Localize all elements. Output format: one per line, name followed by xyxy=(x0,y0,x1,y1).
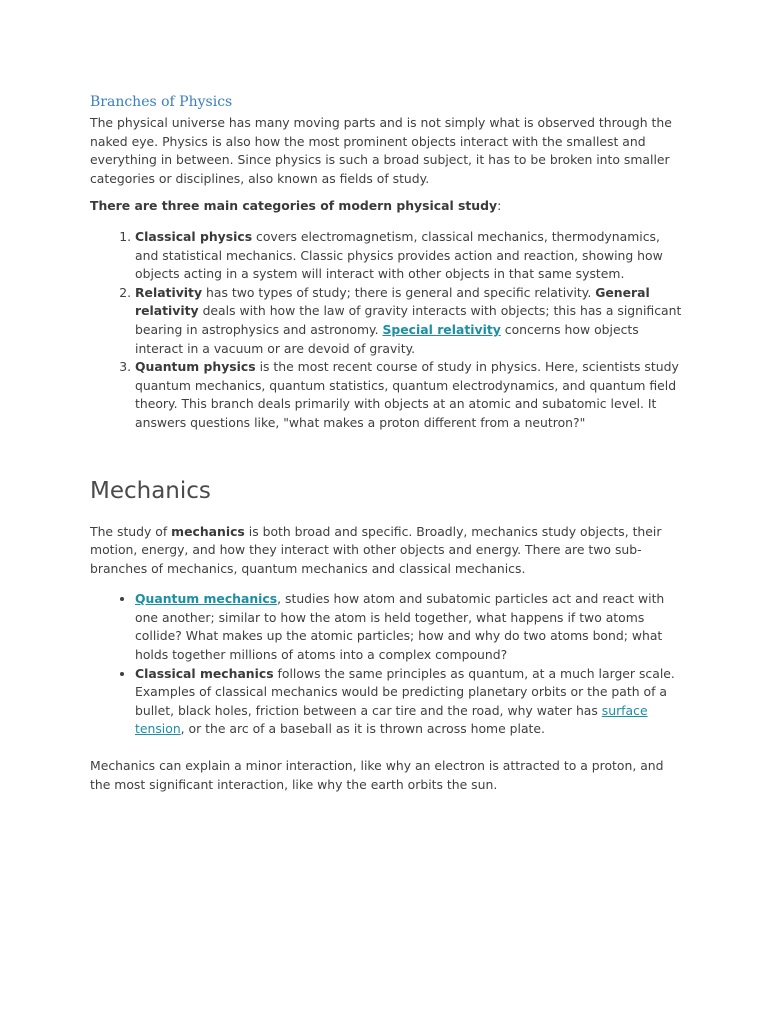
special-relativity-link[interactable]: Special relativity xyxy=(382,321,501,337)
mechanics-heading: Mechanics xyxy=(90,477,211,504)
text-quantum-mechanics: , studies how atom and subatomic particles act and react with one another; similar to how the atom is held together, what happens if two atoms collide? What makes up the atomic particles; how and why do two atoms bond; what holds together millions of atoms into a complex compound? xyxy=(135,591,665,663)
surface-tension-link[interactable]: surface tension xyxy=(135,702,648,737)
list-item-quantum-mechanics xyxy=(135,590,686,664)
quantum-mechanics-link[interactable]: Quantum mechanics xyxy=(135,591,278,607)
categories-lead-bold: There are three main categories of modern physical study xyxy=(90,198,498,214)
term-mechanics: mechanics xyxy=(171,523,245,539)
mechanics-intro-a: The study of xyxy=(90,523,172,539)
mechanics-list xyxy=(90,590,686,739)
term-relativity: Relativity xyxy=(135,284,203,300)
list-item-relativity xyxy=(135,284,686,358)
text-relativity-b: deals with how the law of gravity interacts with objects; this has a significant bearing in astrophysics and astronomy. xyxy=(135,303,682,337)
mechanics-closing: Mechanics can explain a minor interaction, like why an electron is attracted to a proton, and the most significant interaction, like why the earth orbits the sun. xyxy=(90,758,664,792)
term-quantum-physics: Quantum physics xyxy=(135,359,256,375)
section-title: Branches of Physics xyxy=(90,94,233,110)
term-classical-mechanics: Classical mechanics xyxy=(135,665,274,681)
list-item-classical-mechanics xyxy=(135,665,686,739)
term-general-relativity: General relativity xyxy=(135,284,650,319)
mechanics-intro-b: is both broad and specific. Broadly, mechanics study objects, their motion, energy, and how they interact with other objects and energy. There are two sub-branches of mechanics, quantum mechanics and classical mechanics. xyxy=(90,523,662,576)
intro-paragraph: The physical universe has many moving parts and is not simply what is observed through the naked eye. Physics is also how the most prominent objects interact with the smallest and everything in between. Since physics is such a broad subject, it has to be broken into smaller categories or disciplines, also known as fields of study. xyxy=(90,115,672,186)
text-classical-physics: covers electromagnetism, classical mechanics, thermodynamics, and statistical mechanics. Classic physics provides action and reaction, showing how objects acting in a system will interact with other objects in that same system. xyxy=(135,228,663,282)
categories-lead-colon: : xyxy=(497,198,502,214)
categories-list xyxy=(90,228,686,433)
categories-lead xyxy=(90,197,686,216)
text-classical-mechanics-b: , or the arc of a baseball as it is thrown across home plate. xyxy=(180,721,545,737)
list-item-classical-physics xyxy=(135,228,686,284)
text-relativity-c: concerns how objects interact in a vacuum or are devoid of gravity. xyxy=(135,321,639,356)
text-relativity-a: has two types of study; there is general and specific relativity. xyxy=(202,284,596,300)
text-classical-mechanics-a: follows the same principles as quantum, at a much larger scale. Examples of classical mechanics would be predicting planetary orbits or the path of a bullet, black holes, friction between a car tire and the road, why water has xyxy=(135,665,675,718)
term-classical-physics: Classical physics xyxy=(135,228,253,244)
mechanics-intro xyxy=(90,523,686,579)
text-quantum-physics: is the most recent course of study in physics. Here, scientists study quantum mechanics, quantum statistics, quantum electrodynamics, and quantum field theory. This branch deals primarily with objects at an atomic and subatomic level. It answers questions like, "what makes a proton different from a neutron?" xyxy=(135,359,679,430)
document-page xyxy=(90,92,686,794)
list-item-quantum-physics xyxy=(135,358,686,432)
